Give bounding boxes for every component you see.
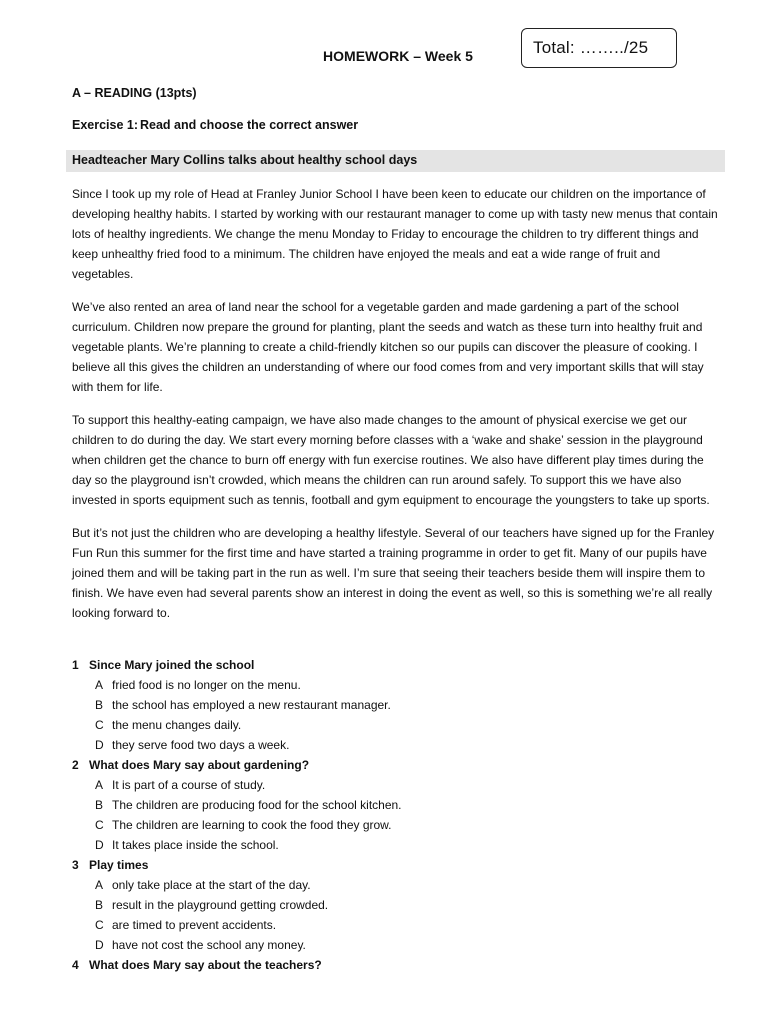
option-letter: C	[95, 818, 104, 832]
option-letter: A	[95, 878, 104, 892]
answer-option	[72, 895, 724, 915]
question-text: What does Mary say about gardening?	[89, 758, 310, 772]
question-text: Since Mary joined the school	[89, 658, 255, 672]
answer-option	[72, 735, 724, 755]
question-stem	[72, 855, 724, 875]
page-title: HOMEWORK – Week 5	[323, 48, 473, 64]
section-heading: A – READING (13pts)	[72, 86, 197, 100]
question-stem	[72, 755, 724, 775]
option-letter: A	[95, 778, 104, 792]
option-letter: B	[95, 698, 104, 712]
exercise-instruction: Read and choose the correct answer	[140, 118, 359, 132]
option-text: only take place at the start of the day.	[112, 878, 311, 892]
answer-option	[72, 915, 724, 935]
question-list	[72, 655, 724, 975]
article-paragraph: But it’s not just the children who are developing a healthy lifestyle. Several of our teachers have signed up for the Franley Fun Run this summer for the first time and have started a training programme in order to get fit. Many of our pupils have joined them and will be taking part in the run as well. I’m sure that seeing their teachers beside them will inspire them to finish. We have even had several parents show an interest in doing the event as well, so this is something we’re all really looking forward to.	[72, 526, 715, 620]
answer-option	[72, 775, 724, 795]
article-paragraph: We’ve also rented an area of land near the school for a vegetable garden and made gardening a part of the school curriculum. Children now prepare the ground for planting, plant the seeds and watch as these turn into healthy fruit and vegetable plants. We’re planning to create a child-friendly kitchen so our pupils can discover the pleasure of cooking. I believe all this gives the children an understanding of where our food comes from and very important skills that will stay with them for life.	[72, 300, 704, 394]
question-number: 2	[72, 758, 79, 772]
option-text: the school has employed a new restaurant manager.	[112, 698, 391, 712]
option-text: fried food is no longer on the menu.	[112, 678, 301, 692]
answer-option	[72, 935, 724, 955]
question-number: 4	[72, 958, 79, 972]
article-paragraph: Since I took up my role of Head at Franley Junior School I have been keen to educate our children on the importance of developing healthy habits. I started by working with our restaurant manager to come up with tasty new menus that contain lots of healthy ingredients. We change the menu Monday to Friday to encourage the children to try different things and keep unhealthy fried food to a minimum. The children have enjoyed the meals and eat a wide range of fruit and vegetables.	[72, 187, 718, 281]
option-text: The children are producing food for the school kitchen.	[112, 798, 402, 812]
article-paragraph: To support this healthy-eating campaign, we have also made changes to the amount of physical exercise we get our children to do during the day. We start every morning before classes with a ‘wake and shake’ session in the playground when children get the chance to burn off energy with fun exercise routines. We also have different play times during the day so the playground isn’t crowded, which means the children can run around safely. To support this we have also invested in sports equipment such as tennis, football and gym equipment to encourage the youngsters to take up sports.	[72, 413, 710, 507]
article-body	[72, 184, 724, 636]
question-text: What does Mary say about the teachers?	[89, 958, 322, 972]
option-text: The children are learning to cook the food they grow.	[112, 818, 392, 832]
question-text: Play times	[89, 858, 149, 872]
question-stem	[72, 655, 724, 675]
answer-option	[72, 835, 724, 855]
option-text: are timed to prevent accidents.	[112, 918, 277, 932]
option-letter: A	[95, 678, 104, 692]
option-letter: B	[95, 898, 104, 912]
option-letter: C	[95, 918, 104, 932]
option-letter: D	[95, 738, 104, 752]
option-text: have not cost the school any money.	[112, 938, 306, 952]
option-text: they serve food two days a week.	[112, 738, 290, 752]
option-letter: D	[95, 938, 104, 952]
option-letter: B	[95, 798, 104, 812]
answer-option	[72, 695, 724, 715]
option-text: It is part of a course of study.	[112, 778, 266, 792]
answer-option	[72, 875, 724, 895]
answer-option	[72, 795, 724, 815]
question-number: 3	[72, 858, 79, 872]
exercise-label: Exercise 1:	[72, 118, 139, 132]
option-text: the menu changes daily.	[112, 718, 242, 732]
option-letter: C	[95, 718, 104, 732]
exercise-heading	[72, 118, 358, 132]
option-letter: D	[95, 838, 104, 852]
answer-option	[72, 715, 724, 735]
question-number: 1	[72, 658, 79, 672]
total-score-box: Total: ……../25	[521, 28, 677, 68]
article-title: Headteacher Mary Collins talks about healthy school days	[66, 150, 725, 172]
option-text: It takes place inside the school.	[112, 838, 279, 852]
option-text: result in the playground getting crowded.	[112, 898, 329, 912]
answer-option	[72, 675, 724, 695]
question-stem	[72, 955, 724, 975]
answer-option	[72, 815, 724, 835]
